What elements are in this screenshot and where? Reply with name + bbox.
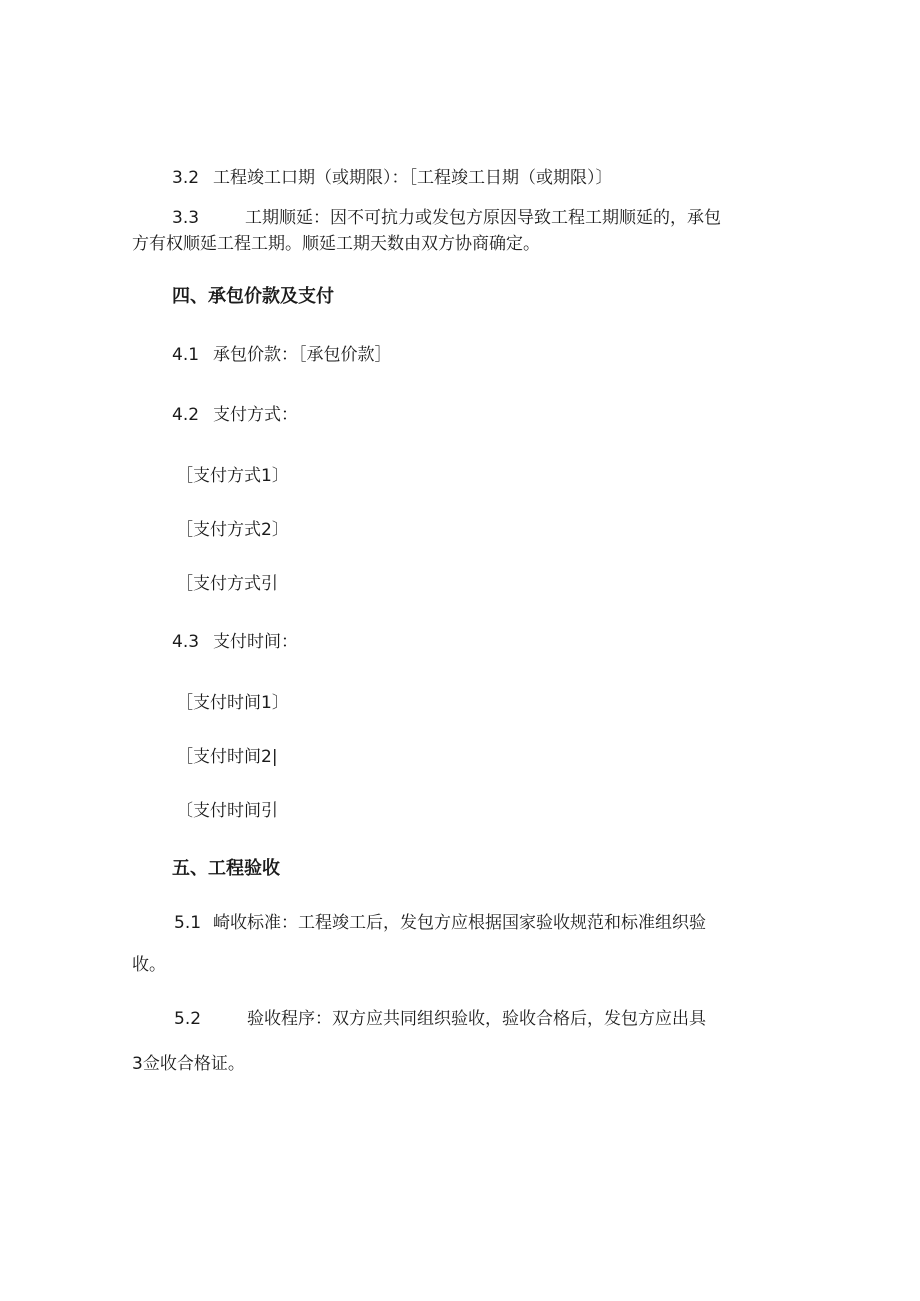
clause-text: 崎收标准：工程竣工后，发包方应根据国家验收规范和标准组织验	[213, 913, 707, 933]
section-heading-5: 五、工程验收	[172, 858, 280, 879]
clause-text: 工期顺延：因不可抗力或发包方原因导致工程工期顺延的，承包	[245, 208, 722, 228]
clause-4-1	[172, 343, 392, 367]
clause-3-2	[172, 166, 613, 190]
clause-text: 支付方式：	[213, 405, 299, 425]
section-heading-4: 四、承包价款及支付	[172, 286, 334, 307]
clause-number: 4.2	[172, 405, 200, 425]
payment-method-item: ［支付方式2〕	[176, 520, 289, 540]
clause-text: 承包价款：［承包价款］	[213, 345, 392, 365]
clause-3-3-continuation	[132, 232, 540, 256]
clause-number: 4.3	[172, 632, 200, 652]
clause-number: 5.2	[174, 1009, 202, 1029]
clause-text: 3佥收合格证。	[132, 1054, 245, 1074]
clause-5-1	[174, 911, 706, 935]
clause-5-2-continuation	[132, 1052, 245, 1076]
clause-text: 工程竣工口期（或期限）：［工程竣工日期（或期限）〕	[213, 168, 613, 188]
payment-time-item: ［支付时间2|	[176, 747, 278, 767]
clause-5-2	[174, 1007, 706, 1031]
payment-time-item: 〔支付时间引	[176, 801, 278, 821]
payment-time-item: ［支付时间1〕	[176, 693, 289, 713]
clause-text: 方有权顺延工程工期。顺延工期天数由双方协商确定。	[132, 234, 540, 254]
payment-method-item: ［支付方式引	[176, 574, 278, 594]
clause-number: 5.1	[174, 913, 202, 933]
clause-4-3	[172, 630, 298, 654]
clause-number: 4.1	[172, 345, 200, 365]
clause-number: 3.2	[172, 168, 200, 188]
clause-4-2	[172, 403, 298, 427]
clause-text: 验收程序：双方应共同组织验收，验收合格后，发包方应出具	[247, 1009, 707, 1029]
payment-method-item: ［支付方式1〕	[176, 466, 289, 486]
clause-text: 收。	[132, 955, 166, 975]
clause-3-3	[172, 206, 721, 230]
clause-number: 3.3	[172, 208, 200, 228]
clause-text: 支付时间：	[213, 632, 299, 652]
clause-5-1-continuation	[132, 953, 166, 977]
